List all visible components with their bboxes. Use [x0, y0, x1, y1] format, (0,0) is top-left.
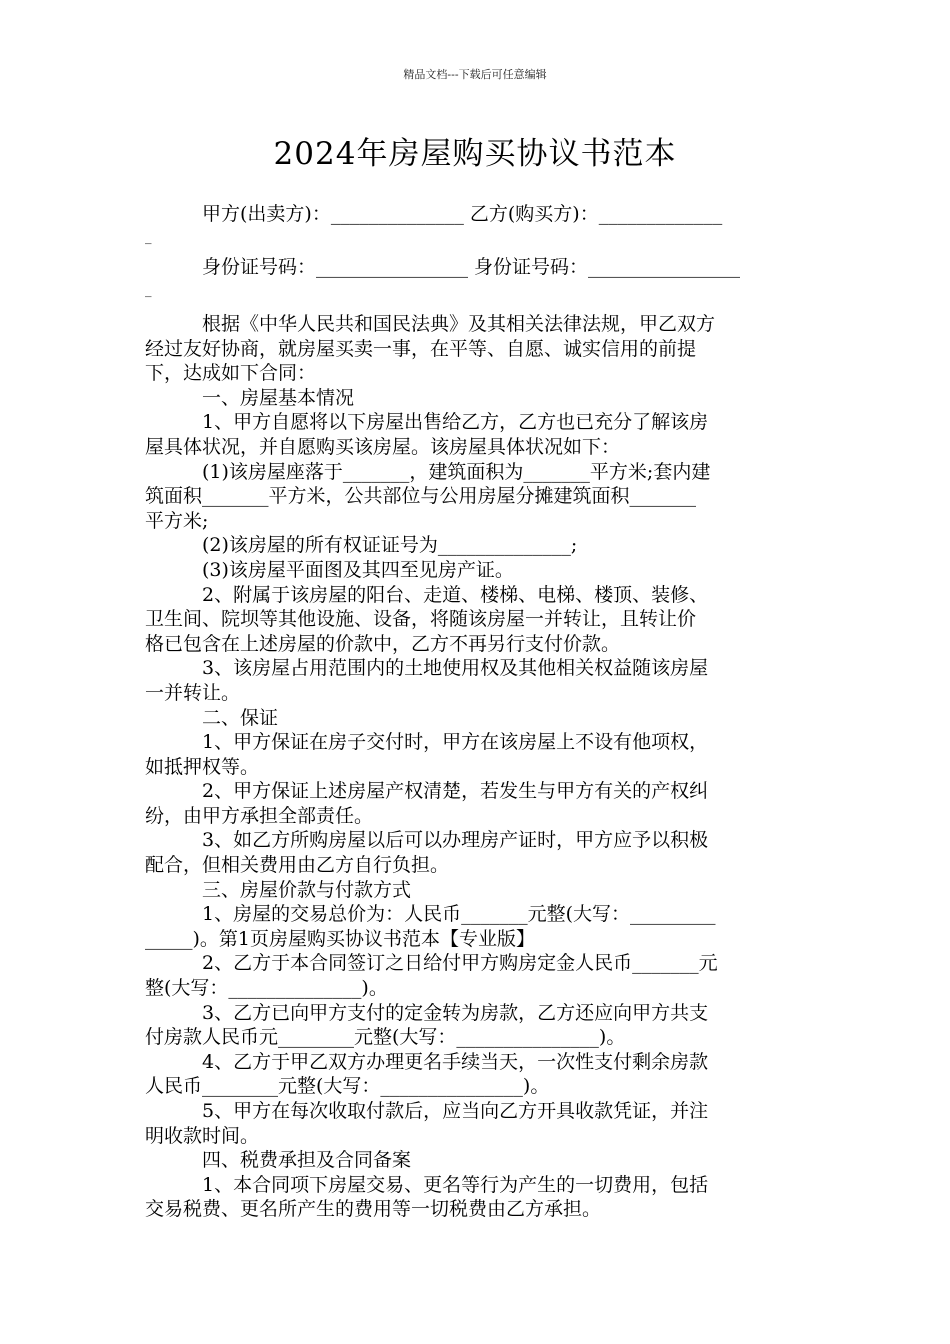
- party-field-line: 身份证号码：________________ 身份证号码：________________: [202, 256, 741, 278]
- paragraph-line: 一、房屋基本情况: [202, 386, 355, 409]
- header-note: 精品文档---下载后可任意编辑: [403, 68, 547, 81]
- paragraph-line: 经过友好协商，就房屋买卖一事，在平等、自愿、诚实信用的前提: [145, 337, 697, 360]
- paragraph-line: 根据《中华人民共和国民法典》及其相关法律法规，甲乙双方: [202, 313, 716, 335]
- party-field-line: 甲方(出卖方)：______________ 乙方(购买方)：_____________: [202, 203, 723, 225]
- paragraph-line: 1、甲方自愿将以下房屋出售给乙方，乙方也已充分了解该房: [202, 411, 709, 434]
- document-body: [145, 198, 808, 1222]
- paragraph-line: 4、乙方于甲乙双方办理更名手续当天，一次性支付剩余房款: [202, 1050, 709, 1073]
- paragraph-line: 配合，但相关费用由乙方自行负担。: [145, 854, 450, 877]
- paragraph-line: 交易税费、更名所产生的费用等一切税费由乙方承担。: [145, 1198, 602, 1221]
- paragraph-line: 筑面积_______平方米，公共部位与公用房屋分摊建筑面积_______: [145, 485, 697, 508]
- line-overflow-mark: _: [145, 231, 152, 245]
- document-title: 2024年房屋购买协议书范本: [273, 136, 677, 172]
- paragraph-line: 5、甲方在每次收取付款后，应当向乙方开具收款凭证，并注: [202, 1100, 709, 1122]
- paragraph-line: 付房款人民币元________元整(大写：_______________)。: [145, 1026, 626, 1049]
- paragraph-line: (2)该房屋的所有权证证号为______________;: [202, 534, 578, 557]
- paragraph-line: (3)该房屋平面图及其四至见房产证。: [202, 558, 514, 581]
- paragraph-line: 如抵押权等。: [145, 755, 260, 778]
- paragraph-line: 人民币________元整(大写：_______________)。: [145, 1075, 550, 1098]
- paragraph-line: (1)该房屋座落于_______，建筑面积为_______平方米;套内建: [202, 460, 711, 483]
- paragraph-line: 2、附属于该房屋的阳台、走道、楼梯、电梯、楼顶、装修、: [202, 583, 709, 606]
- paragraph-line: 二、保证: [202, 706, 279, 729]
- paragraph-line: 一并转让。: [145, 681, 241, 704]
- paragraph-line: 下，达成如下合同：: [145, 362, 317, 385]
- paragraph-line: 1、本合同项下房屋交易、更名等行为产生的一切费用，包括: [202, 1173, 709, 1196]
- paragraph-line: 平方米;: [145, 509, 209, 532]
- paragraph-line: 四、税费承担及合同备案: [202, 1149, 412, 1172]
- paragraph-line: 2、乙方于本合同签订之日给付甲方购房定金人民币_______元: [202, 952, 718, 975]
- paragraph-line: 格已包含在上述房屋的价款中，乙方不再另行支付价款。: [145, 632, 621, 655]
- paragraph-line: 卫生间、院坝等其他设施、设备，将随该房屋一并转让，且转让价: [145, 608, 697, 631]
- paragraph-line: 1、甲方保证在房子交付时，甲方在该房屋上不设有他项权，: [202, 731, 709, 754]
- paragraph-line: 1、房屋的交易总价为：人民币_______元整(大写：_________: [202, 903, 716, 926]
- paragraph-line: _____)。第1页房屋购买协议书范本【专业版】: [145, 927, 536, 950]
- paragraph-line: 整(大写：______________)。: [145, 977, 388, 1000]
- paragraph-line: 3、如乙方所购房屋以后可以办理房产证时，甲方应予以积极: [202, 829, 709, 852]
- paragraph-line: 纷，由甲方承担全部责任。: [145, 804, 374, 827]
- paragraph-line: 3、乙方已向甲方支付的定金转为房款，乙方还应向甲方共支: [202, 1001, 709, 1024]
- paragraph-line: 2、甲方保证上述房屋产权清楚，若发生与甲方有关的产权纠: [202, 780, 709, 803]
- line-overflow-mark: _: [145, 284, 152, 298]
- paragraph-line: 3、该房屋占用范围内的土地使用权及其他相关权益随该房屋: [202, 657, 709, 680]
- spacer: [145, 304, 808, 312]
- paragraph-line: 三、房屋价款与付款方式: [202, 878, 412, 901]
- paragraph-line: 明收款时间。: [145, 1124, 260, 1147]
- paragraph-line: 屋具体状况，并自愿购买该房屋。该房屋具体状况如下：: [145, 435, 621, 458]
